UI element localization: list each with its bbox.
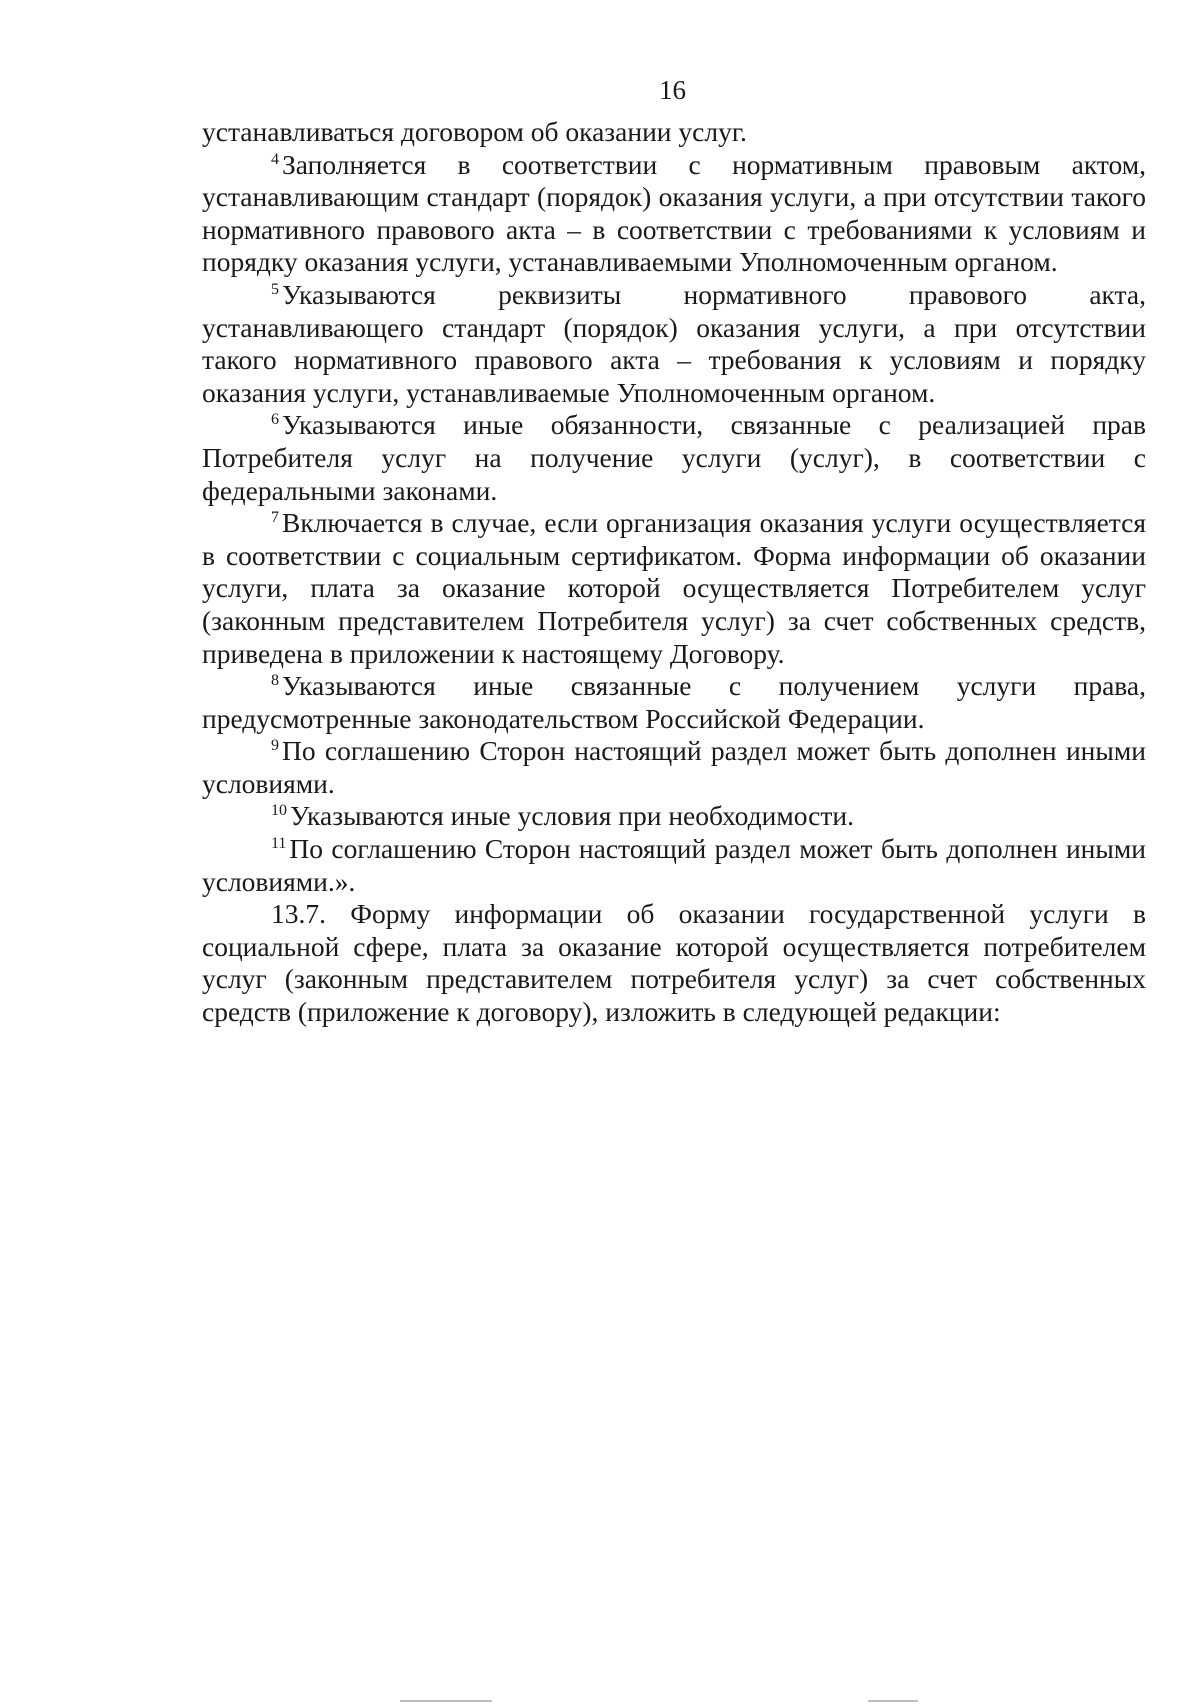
footnote-text: Указываются иные обязанности, связанные с реализацией прав Потребителя услуг на получение услуги (услуг), в соответствии с федеральными законами.: [202, 409, 1146, 506]
footnote-11: [202, 833, 1146, 898]
footnote-mark: 6: [271, 411, 279, 429]
footnote-mark: 8: [271, 672, 279, 690]
footnote-text: Заполняется в соответствии с нормативным правовым актом, устанавливающим стандарт (порядок) оказания услуги, а при отсутствии такого нормативного правового акта – в соответствии с требованиями к условиям и порядку оказания услуги, устанавливаемыми Уполномоченным органом.: [202, 148, 1146, 278]
footnote-mark: 10: [271, 802, 287, 820]
footnote-text: По соглашению Сторон настоящий раздел может быть дополнен иными условиями.».: [202, 833, 1146, 897]
footnote-mark: 11: [271, 835, 287, 853]
footnote-9: [202, 735, 1146, 800]
footnote-text: Указываются реквизиты нормативного правового акта, устанавливающего стандарт (порядок) оказания услуги, а при отсутствии такого нормативного правового акта – требования к условиям и порядку оказания услуги, устанавливаемые Уполномоченным органом.: [202, 278, 1146, 408]
clause-text: 13.7. Форму информации об оказании государственной услуги в социальной сфере, плата за оказание которой осуществляется потребителем услуг (законным представителем потребителя услуг) за счет собственных средств (приложение к договору), изложить в следующей редакции:: [202, 898, 1146, 1028]
footnote-text: Включается в случае, если организация оказания услуги осуществляется в соответствии с социальным сертификатом. Форма информации об оказании услуги, плата за оказание которой осуществляется Потребителем услуг (законным представителем Потребителя услуг) за счет собственных средств, приведена в приложении к настоящему Договору.: [202, 507, 1146, 669]
footnote-5: [202, 279, 1146, 409]
footnote-mark: 7: [271, 509, 279, 527]
clause-13-7: [202, 898, 1146, 1028]
footnote-6: [202, 409, 1146, 507]
paragraph-continuation: [202, 116, 1146, 149]
page-number: 16: [659, 75, 686, 105]
scan-artifact-line: [868, 1700, 918, 1702]
footnote-mark: 5: [271, 280, 279, 298]
footnote-mark: 4: [271, 150, 279, 168]
footnote-8: [202, 670, 1146, 735]
footnote-4: [202, 149, 1146, 279]
footnote-10: [202, 800, 1146, 833]
document-body: [202, 116, 1146, 1029]
footnote-text: Указываются иные условия при необходимости.: [290, 800, 854, 832]
footnote-text: Указываются иные связанные с получением услуги права, предусмотренные законодательством Российской Федерации.: [202, 670, 1146, 734]
footnote-text: По соглашению Сторон настоящий раздел может быть дополнен иными условиями.: [202, 735, 1146, 799]
paragraph-text: устанавливаться договором об оказании услуг.: [202, 116, 747, 147]
footnote-mark: 9: [271, 737, 279, 755]
footnote-7: [202, 507, 1146, 670]
scan-artifact-line: [400, 1700, 492, 1702]
